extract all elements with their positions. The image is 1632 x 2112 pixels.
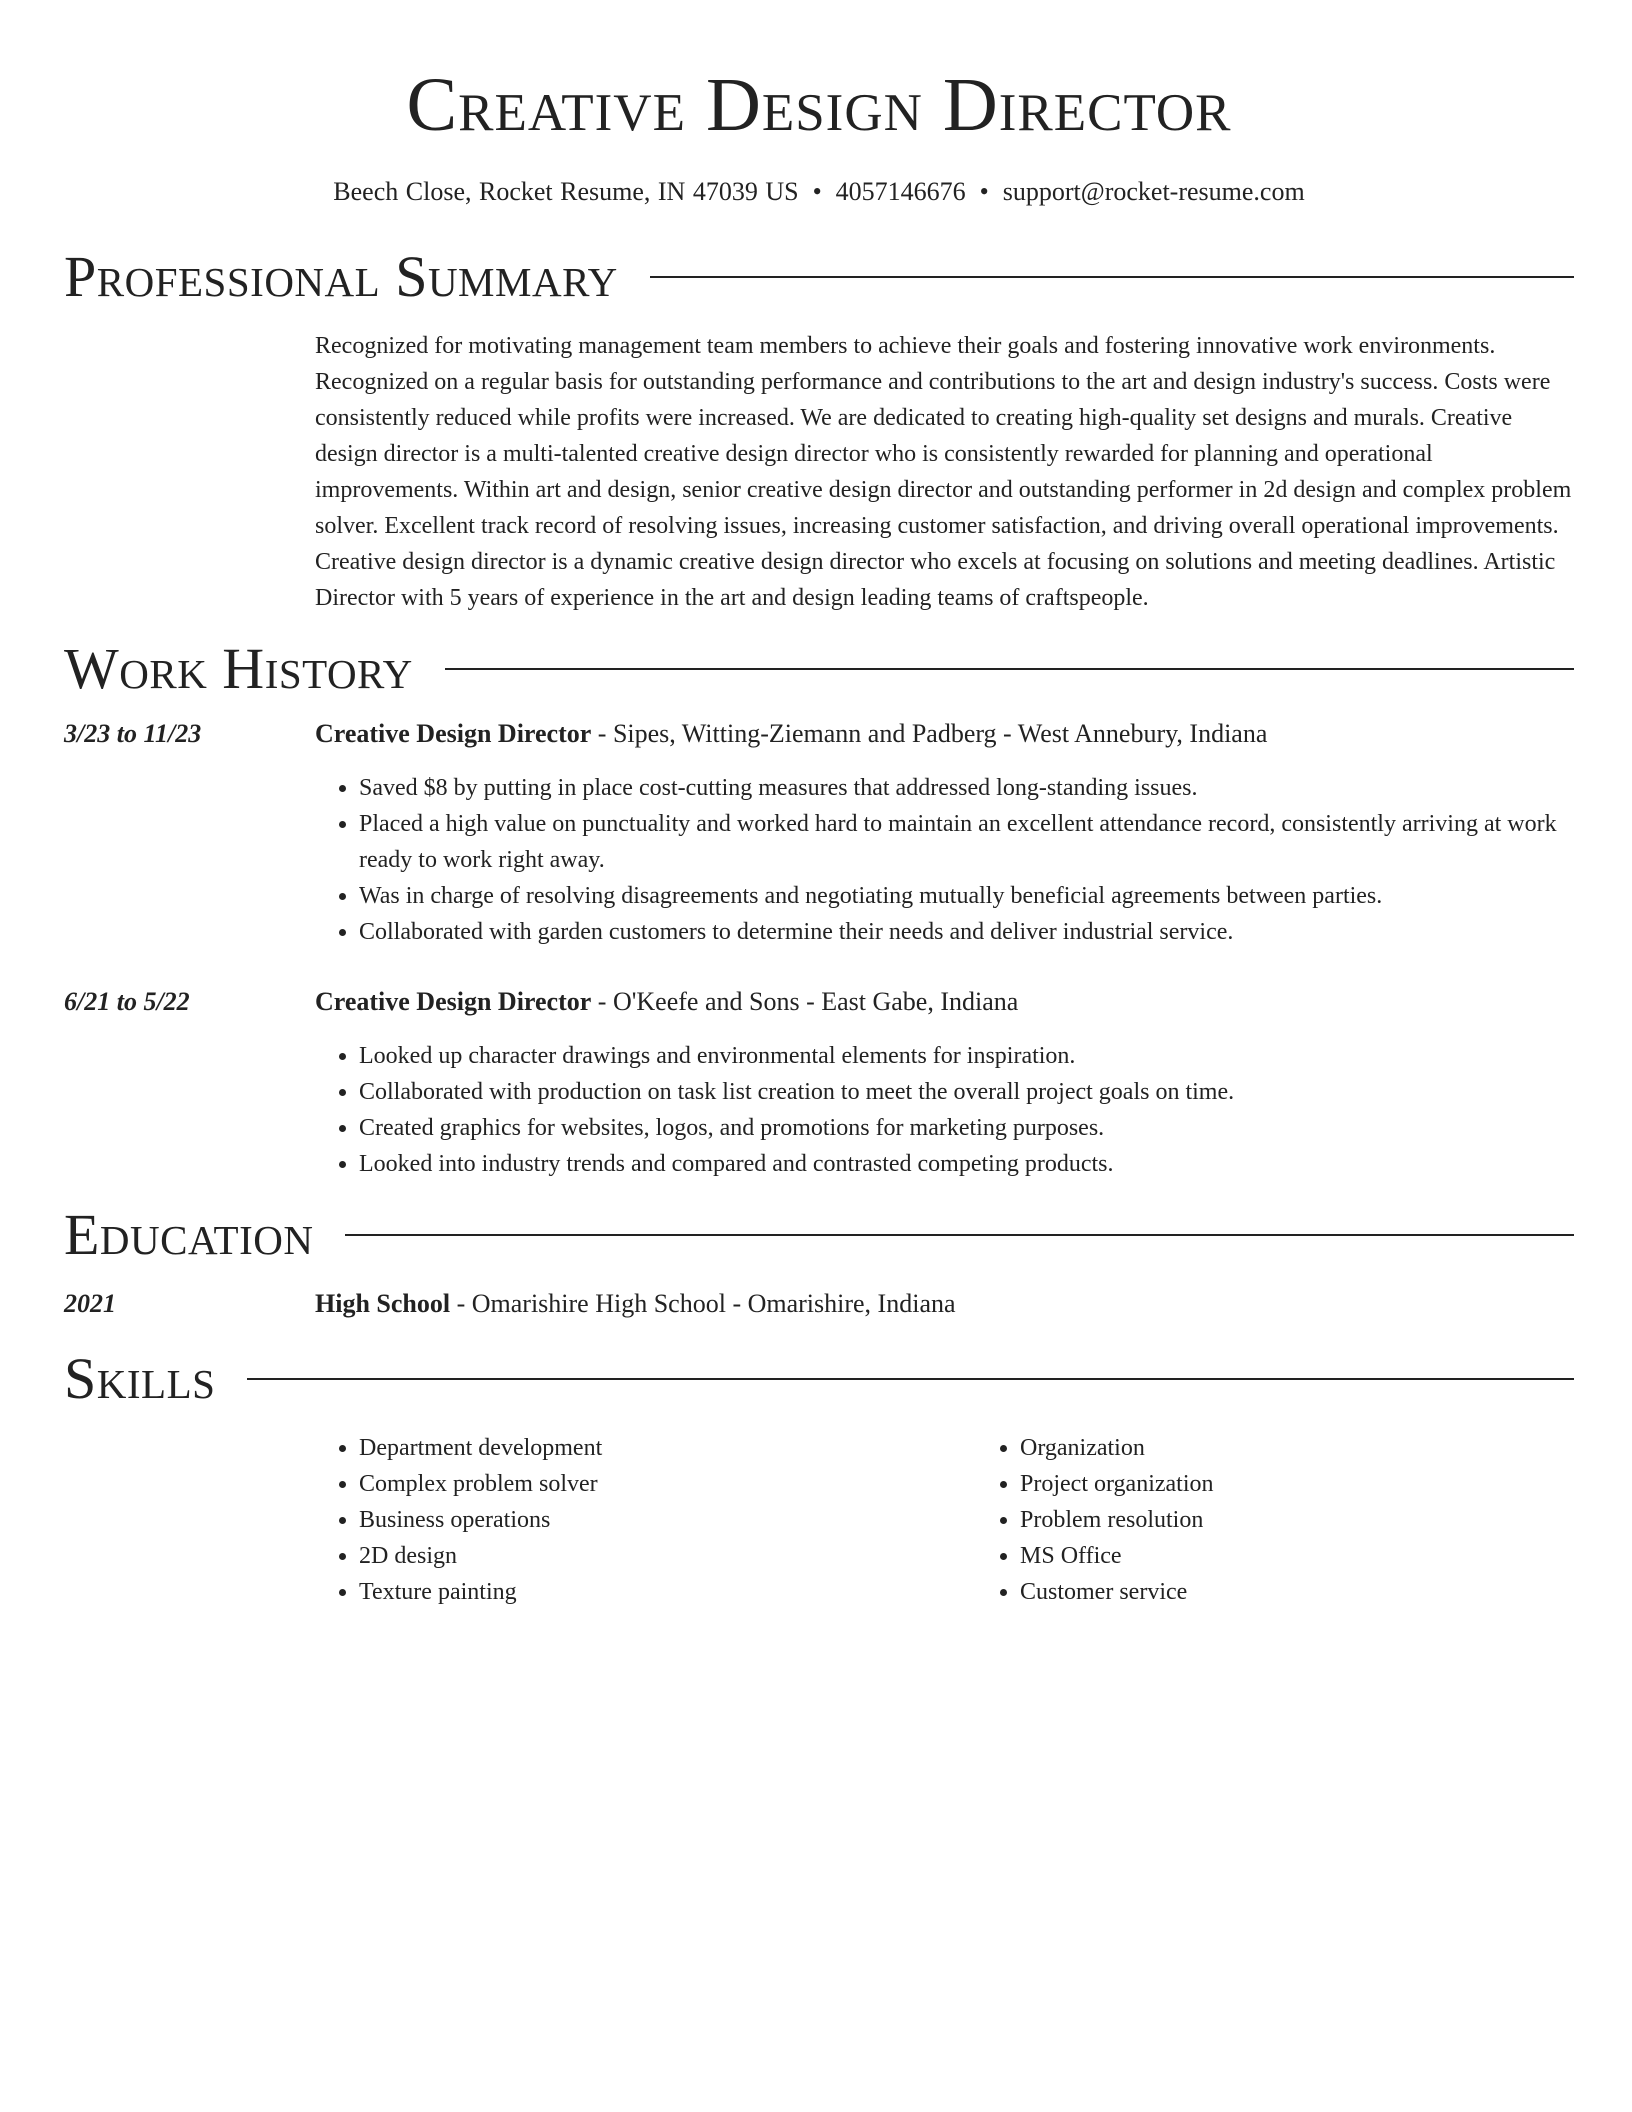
section-divider: [345, 1234, 1574, 1236]
candidate-name: Creative Design Director: [406, 63, 1232, 147]
contact-line: [64, 176, 1574, 208]
job-heading: [315, 984, 1574, 1020]
skill-item: • Customer service: [1020, 1574, 1632, 1610]
skills-section-title: Skills: [64, 1346, 216, 1411]
skill-item: • 2D design: [359, 1538, 976, 1574]
job-heading: [315, 716, 1574, 752]
contact-separator: •: [812, 177, 822, 206]
education-heading: [315, 1286, 1574, 1322]
list-item: • Looked up character drawings and environmental elements for inspiration.: [359, 1038, 1574, 1074]
section-divider: [445, 668, 1574, 670]
list-item: • Looked into industry trends and compared and contrasted competing products.: [359, 1146, 1574, 1182]
skill-item: • Project organization: [1020, 1466, 1632, 1502]
list-item: • Collaborated with production on task list creation to meet the overall project goals on time.: [359, 1074, 1574, 1110]
section-divider: [247, 1378, 1574, 1380]
skills-section-header: [64, 1346, 1574, 1412]
skill-item: • Texture painting: [359, 1574, 976, 1610]
contact-phone: 4057146676: [835, 177, 966, 206]
list-item: • Placed a high value on punctuality and worked hard to maintain an excellent attendance record, consistently arriving at work ready to work right away.: [359, 806, 1574, 878]
job-dates: 6/21 to 5/22: [64, 987, 190, 1016]
skills-list-right: [976, 1430, 1632, 1610]
job-bullets: [315, 1038, 1574, 1182]
skill-item: • Complex problem solver: [359, 1466, 976, 1502]
education-degree: High School: [315, 1289, 451, 1318]
education-year: 2021: [64, 1289, 116, 1318]
job-role: Creative Design Director: [315, 987, 592, 1016]
job-entry: [64, 984, 1574, 1182]
list-item: • Collaborated with garden customers to determine their needs and deliver industrial service.: [359, 914, 1574, 950]
education-section-header: [64, 1202, 1574, 1268]
list-item: • Was in charge of resolving disagreements and negotiating mutually beneficial agreements between parties.: [359, 878, 1574, 914]
skill-item: • Business operations: [359, 1502, 976, 1538]
education-school-location: - Omarishire High School - Omarishire, Indiana: [450, 1289, 956, 1318]
job-company-location: - O'Keefe and Sons - East Gabe, Indiana: [591, 987, 1019, 1016]
contact-address: Beech Close, Rocket Resume, IN 47039 US: [333, 177, 799, 206]
contact-separator: •: [979, 177, 989, 206]
job-company-location: - Sipes, Witting-Ziemann and Padberg - West Annebury, Indiana: [591, 719, 1268, 748]
summary-text: Recognized for motivating management team members to achieve their goals and fostering innovative work environments. Recognized on a regular basis for outstanding performance and contributions to the art and design industry's success. Costs were consistently reduced while profits were increased. We are dedicated to creating high-quality set designs and murals. Creative design director is a multi-talented creative design director who is consistently rewarded for planning and operational improvements. Within art and design, senior creative design director and outstanding performer in 2d design and complex problem solver. Excellent track record of resolving issues, increasing customer satisfaction, and driving overall operational improvements. Creative design director is a dynamic creative design director who excels at focusing on solutions and meeting deadlines. Artistic Director with 5 years of experience in the art and design leading teams of craftspeople.: [315, 333, 1572, 611]
list-item: • Created graphics for websites, logos, and promotions for marketing purposes.: [359, 1110, 1574, 1146]
skill-item: • Department development: [359, 1430, 976, 1466]
skills-grid: [315, 1430, 1632, 1610]
skills-list-left: [315, 1430, 976, 1610]
skill-item: • MS Office: [1020, 1538, 1632, 1574]
work-section-title: Work History: [64, 636, 413, 701]
work-section-header: [64, 636, 1574, 702]
summary-section-title: Professional Summary: [64, 244, 618, 309]
job-bullets: [315, 770, 1574, 950]
skills-row: [64, 1430, 1574, 1610]
education-entry: [64, 1286, 1574, 1322]
job-role: Creative Design Director: [315, 719, 592, 748]
list-item: • Saved $8 by putting in place cost-cutting measures that addressed long-standing issues.: [359, 770, 1574, 806]
contact-email: support@rocket-resume.com: [1002, 177, 1305, 206]
job-entry: [64, 716, 1574, 950]
section-divider: [650, 276, 1574, 278]
summary-row: [64, 328, 1574, 616]
skill-item: • Problem resolution: [1020, 1502, 1632, 1538]
skill-item: • Organization: [1020, 1430, 1632, 1466]
resume-page: [64, 0, 1574, 1610]
job-dates: 3/23 to 11/23: [64, 719, 202, 748]
summary-section-header: [64, 244, 1574, 310]
education-section-title: Education: [64, 1202, 314, 1267]
